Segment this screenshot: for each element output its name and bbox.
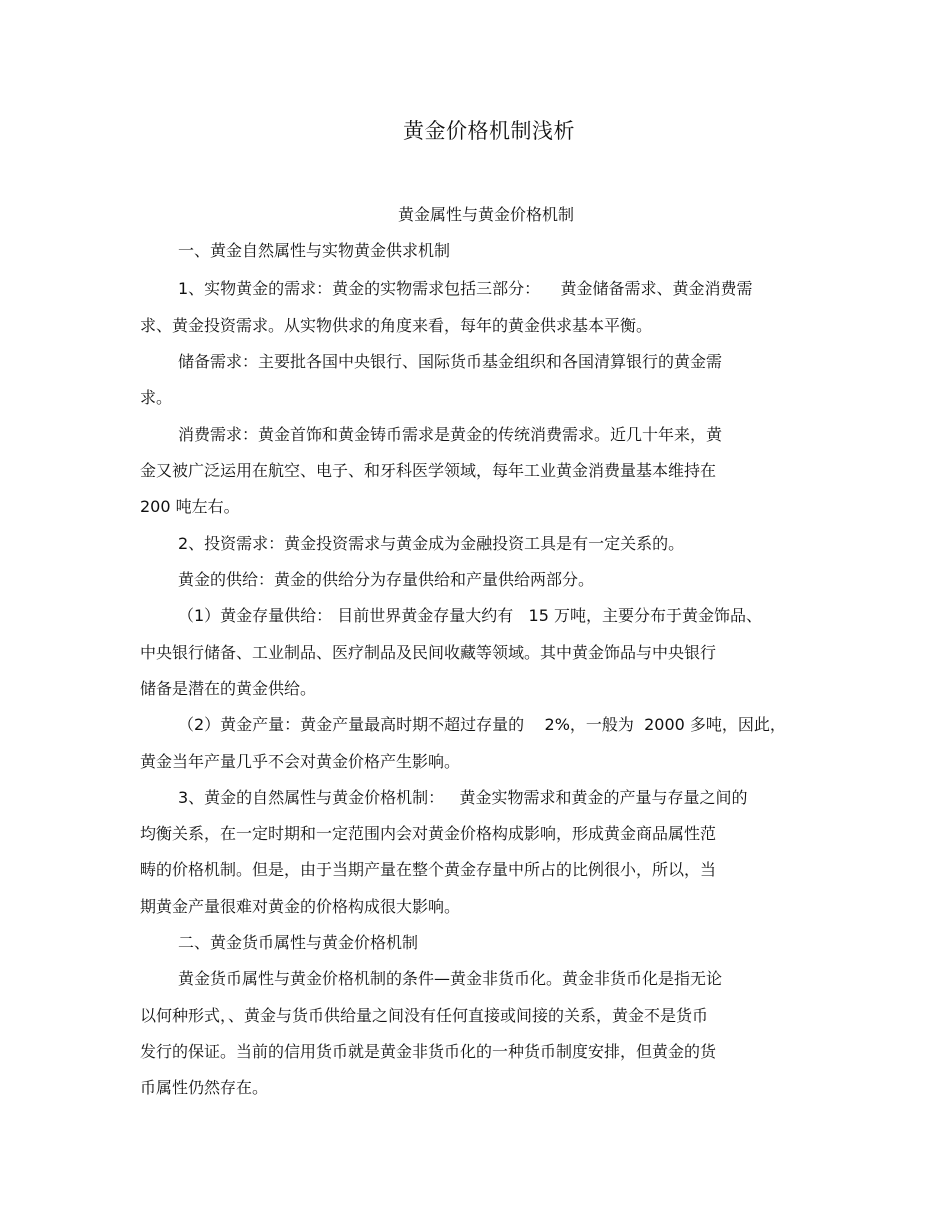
subsection-heading: 一、黄金自然属性与实物黄金供求机制 [178,241,451,260]
paragraph-line: 200 吨左右。 [140,497,240,516]
paragraph-line: 畴的价格机制。但是，由于当期产量在整个黄金存量中所占的比例很小，所以，当 [140,860,717,879]
paragraph-line: 2、投资需求：黄金投资需求与黄金成为金融投资工具是有一定关系的。 [178,534,685,553]
paragraph-line: 求。 [140,388,173,407]
paragraph-line: 储备是潜在的黄金供给。 [140,679,317,698]
paragraph-line: 黄金的供给：黄金的供给分为存量供给和产量供给两部分。 [178,570,595,589]
paragraph-line: 3、黄金的自然属性与黄金价格机制： 黄金实物需求和黄金的产量与存量之间的 [178,788,748,807]
paragraph-line: 储备需求：主要批各国中央银行、国际货币基金组织和各国清算银行的黄金需 [178,352,723,371]
paragraph-line: 中央银行储备、工业制品、医疗制品及民间收藏等领域。其中黄金饰品与中央银行 [140,643,717,662]
paragraph-line: 以何种形式，、黄金与货币供给量之间没有任何直接或间接的关系，黄金不是货币 [140,1006,709,1025]
paragraph-line: 消费需求：黄金首饰和黄金铸币需求是黄金的传统消费需求。近几十年来，黄 [178,425,723,444]
paragraph-line: （1）黄金存量供给： 目前世界黄金存量大约有 15 万吨，主要分布于黄金饰品、 [178,606,762,625]
paragraph-line: （2）黄金产量：黄金产量最高时期不超过存量的 2%，一般为 2000 多吨，因此， [178,715,786,734]
paragraph-line: 均衡关系，在一定时期和一定范围内会对黄金价格构成影响，形成黄金商品属性范 [140,824,717,843]
paragraph-line: 1、实物黄金的需求：黄金的实物需求包括三部分： 黄金储备需求、黄金消费需 [178,279,753,298]
subsection-heading: 二、黄金货币属性与黄金价格机制 [178,933,419,952]
paragraph-line: 发行的保证。当前的信用货币就是黄金非货币化的一种货币制度安排，但黄金的货 [140,1042,717,1061]
paragraph-line: 金又被广泛运用在航空、电子、和牙科医学领域，每年工业黄金消费量基本维持在 [140,461,717,480]
paragraph-line: 黄金货币属性与黄金价格机制的条件—黄金非货币化。黄金非货币化是指无论 [178,969,723,988]
paragraph-line: 币属性仍然存在。 [140,1078,269,1097]
paragraph-line: 求、黄金投资需求。从实物供求的角度来看，每年的黄金供求基本平衡。 [140,316,653,335]
section-heading: 黄金属性与黄金价格机制 [397,205,574,224]
paragraph-line: 期黄金产量很难对黄金的价格构成很大影响。 [140,897,461,916]
paragraph-line: 黄金当年产量几乎不会对黄金价格产生影响。 [140,752,461,771]
document-title: 黄金价格机制浅析 [403,119,575,143]
